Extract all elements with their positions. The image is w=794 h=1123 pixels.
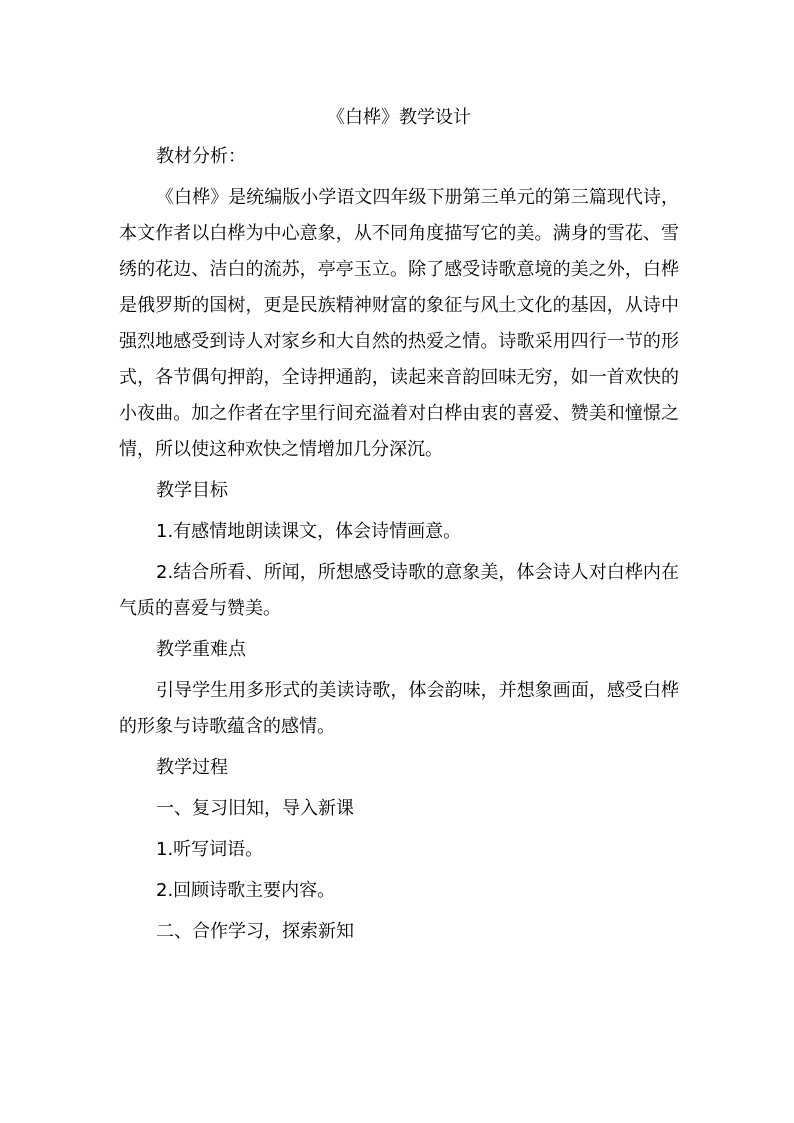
document-body <box>119 100 679 955</box>
section-heading-key-difficulties: 教学重难点 <box>156 639 246 660</box>
document-title: 《白桦》教学设计 <box>327 107 471 128</box>
section-heading-teaching-goals: 教学目标 <box>156 480 228 501</box>
goal-item-1: 1.有感情地朗读课文，体会诗情画意。 <box>156 521 462 542</box>
process-step-heading-1: 一、复习旧知，导入新课 <box>156 798 354 819</box>
section-heading-textbook-analysis: 教材分析： <box>156 146 246 167</box>
process-item-2: 2.回顾诗歌主要内容。 <box>156 880 336 901</box>
paragraph-key-difficulties: 引导学生用多形式的美读诗歌，体会韵味，并想象画面，感受白桦的形象与诗歌蕴含的感情。 <box>119 680 679 737</box>
paragraph-textbook-analysis: 《白桦》是统编版小学语文四年级下册第三单元的第三篇现代诗，本文作者以白桦为中心意象，从不同角度描写它的美。满身的雪花、雪绣的花边、洁白的流苏，亭亭玉立。除了感受诗歌意境的美之外，白桦是俄罗斯的国树，更是民族精神财富的象征与风土文化的基因，从诗中强烈地感受到诗人对家乡和大自然的热爱之情。诗歌采用四行一节的形式，各节偶句押韵，全诗押通韵，读起来音韵回味无穷，如一首欢快的小夜曲。加之作者在字里行间充溢着对白桦由衷的喜爱、赞美和憧憬之情，所以使这种欢快之情增加几分深沉。 <box>119 187 679 460</box>
process-step-heading-2: 二、合作学习，探索新知 <box>156 921 354 942</box>
section-heading-teaching-process: 教学过程 <box>156 757 228 778</box>
goal-item-2: 2.结合所看、所闻，所想感受诗歌的意象美，体会诗人对白桦内在气质的喜爱与赞美。 <box>119 562 679 619</box>
process-item-1: 1.听写词语。 <box>156 839 264 860</box>
